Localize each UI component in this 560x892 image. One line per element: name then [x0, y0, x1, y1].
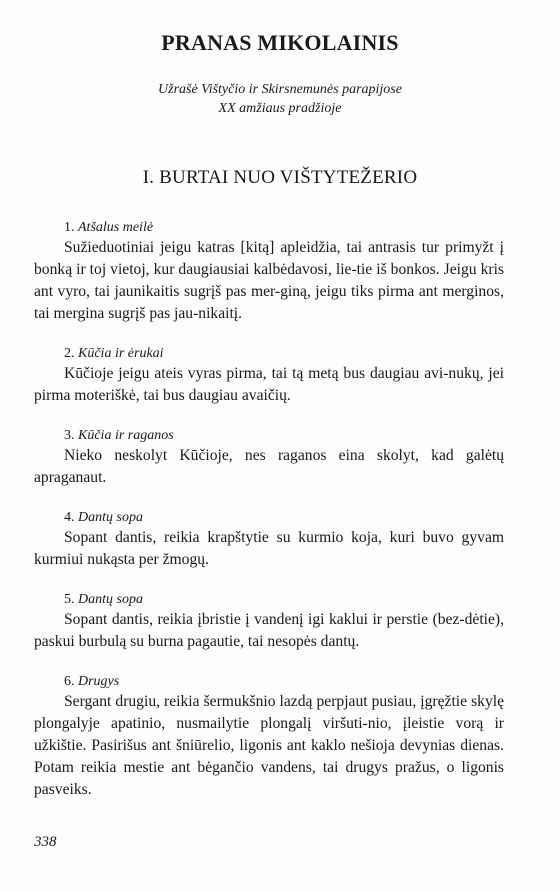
entry-text: Sergant drugiu, reikia šermukšnio lazdą perpjaut pusiau, įgręžtie skylę plongalyje apatinio, nusmailytie plongalį viršuti-nio, įleistie vorą ir užkištie. Pasirišus ant šniūrelio, ligonis ant kaklo nešioja devynias dienas. Potam reikia mestie ant bėgančio vandens, tai drugys pražus, o ligonis pasveiks.: [34, 693, 504, 798]
entry-number: 5.: [64, 592, 75, 607]
entry-number: 3.: [64, 428, 75, 443]
subtitle-line-2: XX amžiaus pradžioje: [218, 101, 342, 116]
entry-text: Kūčioje jeigu ateis vyras pirma, tai tą metą bus daugiau avi-nukų, jei pirma moteriškė, tai bus daugiau avaičių.: [34, 365, 504, 404]
author-title: PRANAS MIKOLAINIS: [161, 30, 399, 55]
entry-title: [64, 345, 504, 363]
entry-title-text: Atšalus meilė: [78, 220, 154, 235]
entry: [34, 345, 504, 407]
entry-number: 6.: [64, 674, 75, 689]
entry-number: 2.: [64, 346, 75, 361]
entry-title-text: Kūčia ir raganos: [78, 428, 174, 443]
entry-title-text: Kūčia ir ėrukai: [78, 346, 164, 361]
entry-text: Sužieduotiniai jeigu katras [kitą] apleidžia, tai antrasis tur primyžt į bonką ir toj vietoj, kur daugiausiai kalbėdavosi, lie-tie iš bonkos. Jeigu kris ant vyro, tai jaunikaitis sugrįš pas mer-giną, jeigu tiks pirma ant merginos, tai mergina sugrįš pas jau-nikaitį.: [34, 239, 504, 322]
entry-number: 1.: [64, 220, 75, 235]
entry-title-text: Dantų sopa: [78, 510, 143, 525]
entry-text: Nieko neskolyt Kūčioje, nes raganos eina skolyt, kad galėtų apraganaut.: [34, 447, 504, 486]
entry-title: [64, 509, 504, 527]
entry: [34, 509, 504, 571]
entry-title-text: Drugys: [78, 674, 120, 689]
entry-title: [64, 219, 504, 237]
entry: [34, 591, 504, 653]
entry: [34, 673, 504, 801]
collection-subtitle: [0, 80, 560, 118]
entry-title: [64, 591, 504, 609]
entry-title: [64, 673, 504, 691]
entry: [34, 427, 504, 489]
entry-number: 4.: [64, 510, 75, 525]
subtitle-line-1: Užrašė Vištyčio ir Skirsnemunės parapijose: [158, 82, 402, 97]
entry-title-text: Dantų sopa: [78, 592, 143, 607]
entry: [34, 219, 504, 325]
entry-text: Sopant dantis, reikia įbristie į vandenį igi kaklui ir perstie (bez-dėtie), paskui burbulą su burna pagautie, tai nesopės dantų.: [34, 611, 504, 650]
section-heading: I. BURTAI NUO VIŠTYTEŽERIO: [142, 167, 418, 188]
entry-text: Sopant dantis, reikia krapštytie su kurmio koja, kuri buvo gyvam kurmiui nukąsta per žmogų.: [34, 529, 504, 568]
entry-title: [64, 427, 504, 445]
page-number: 338: [34, 834, 57, 850]
entries-list: [34, 219, 504, 801]
